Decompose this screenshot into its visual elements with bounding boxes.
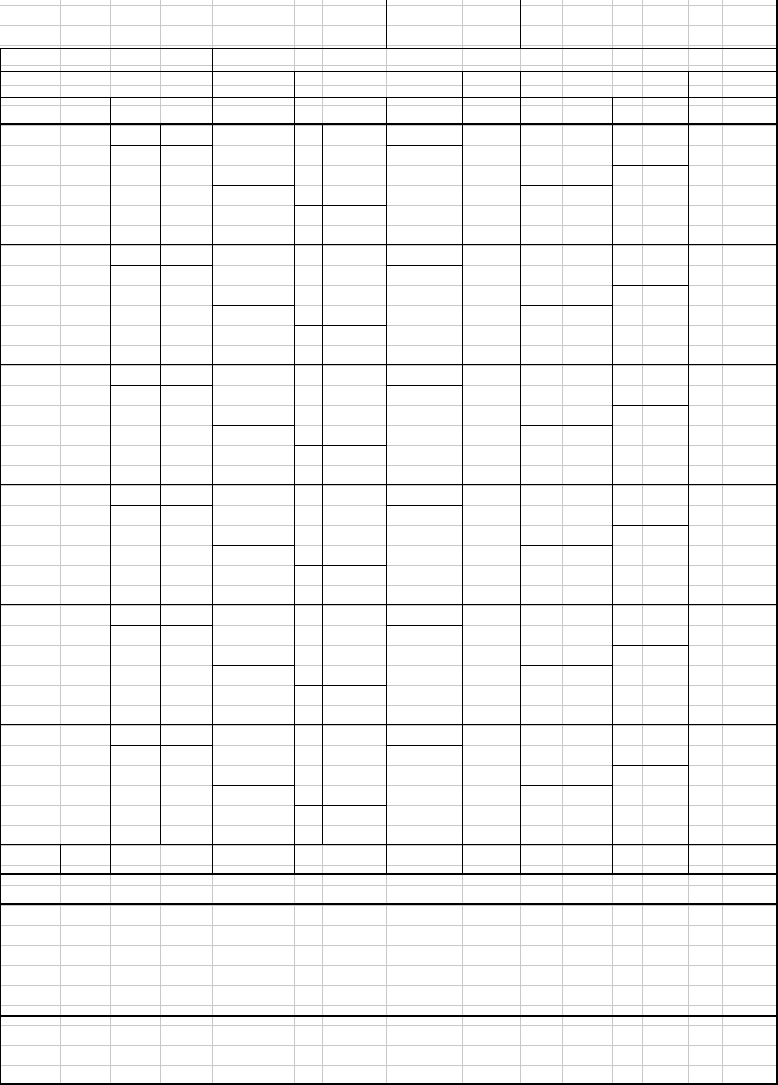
track-2 <box>462 445 520 465</box>
support-level <box>520 785 612 805</box>
border-line <box>612 405 688 406</box>
header-track <box>462 72 520 98</box>
grid-line <box>0 465 778 466</box>
grid-line <box>0 865 778 866</box>
second-support-value <box>296 968 386 1002</box>
border-line <box>520 72 521 873</box>
header-flip-short <box>294 98 386 124</box>
base-position <box>212 545 294 565</box>
pivot-note <box>386 485 462 505</box>
shake-value <box>112 906 164 928</box>
long-value <box>420 385 462 405</box>
border-line <box>688 72 689 873</box>
grid-line <box>562 0 563 1085</box>
border-line <box>386 745 462 746</box>
upper-bound-value <box>160 505 212 525</box>
border-line <box>612 845 613 873</box>
track-1 <box>462 265 520 285</box>
short-value <box>322 805 386 825</box>
resistance-level <box>612 285 688 305</box>
border-line <box>212 305 294 306</box>
border-line <box>612 165 688 166</box>
long-value <box>420 265 462 285</box>
resistance-level <box>612 265 688 285</box>
border-line <box>0 484 778 485</box>
ext-support <box>688 205 776 225</box>
pivot-note <box>386 365 462 385</box>
track-1 <box>462 145 520 165</box>
resistance-level <box>612 625 688 645</box>
grid-line <box>0 545 778 546</box>
resistance-level <box>612 125 688 145</box>
border-line <box>386 145 462 146</box>
border-line <box>110 745 212 746</box>
grid-line <box>0 585 778 586</box>
border-line <box>0 48 778 49</box>
short-value <box>322 685 386 705</box>
ext-support <box>688 825 776 845</box>
support-level <box>520 805 612 825</box>
ext-resistance <box>688 385 776 405</box>
border-line <box>612 645 688 646</box>
lower-bound-value <box>0 205 60 225</box>
support-level <box>520 205 612 225</box>
lower-bound-prefix <box>0 565 60 585</box>
footer-line <box>0 1040 700 1064</box>
support-level <box>520 225 612 245</box>
header-open <box>520 72 688 98</box>
ext-support <box>688 805 776 825</box>
header-lock <box>212 72 294 98</box>
grid-line <box>0 705 778 706</box>
ext-resistance <box>688 125 776 145</box>
header-lower <box>0 98 110 124</box>
ext-resistance <box>688 265 776 285</box>
grid-line <box>0 185 778 186</box>
short-bottom <box>294 825 386 845</box>
border-line <box>110 625 212 626</box>
header-cdp <box>0 72 212 98</box>
grid-line <box>0 665 778 666</box>
long-prefix <box>386 745 420 765</box>
grid-line <box>0 225 778 226</box>
border-line <box>212 425 294 426</box>
ext-resistance <box>688 485 776 505</box>
grid-line <box>0 445 778 446</box>
short-value <box>322 325 386 345</box>
border-line <box>520 545 612 546</box>
track-1 <box>462 505 520 525</box>
track-1 <box>462 745 520 765</box>
track-2 <box>462 805 520 825</box>
header-pivot <box>294 72 462 98</box>
resistance-level <box>612 365 688 385</box>
border-line <box>0 364 778 365</box>
first-pressure-label <box>386 930 464 962</box>
key-price-label-2 <box>520 964 730 988</box>
border-line <box>212 545 294 546</box>
ext-support <box>688 445 776 465</box>
border-line <box>0 71 778 72</box>
grid-line <box>0 685 778 686</box>
grid-line <box>0 565 778 566</box>
support-level <box>520 685 612 705</box>
short-prefix <box>294 805 322 825</box>
date-label <box>226 5 416 48</box>
border-line <box>294 445 386 446</box>
lower-bound-prefix <box>0 445 60 465</box>
upper-bound-value <box>160 745 212 765</box>
long-value <box>420 625 462 645</box>
border-line <box>0 873 778 875</box>
upper-bound-prefix <box>110 505 160 525</box>
border-line <box>612 285 688 286</box>
support-level <box>520 565 612 585</box>
short-prefix <box>294 325 322 345</box>
short-prefix <box>294 445 322 465</box>
zone-name <box>0 245 110 265</box>
ext-resistance <box>688 145 776 165</box>
lower-bound-prefix <box>0 685 60 705</box>
second-pressure-label <box>112 930 296 962</box>
zone-name <box>0 365 110 385</box>
border-line <box>212 185 294 186</box>
border-line <box>110 97 111 845</box>
key-price-value <box>722 924 778 956</box>
border-line <box>294 325 386 326</box>
border-line <box>520 0 521 48</box>
short-value <box>322 445 386 465</box>
border-line <box>60 845 61 873</box>
support-level <box>520 665 612 685</box>
pivot-note <box>386 125 462 145</box>
ext-support <box>688 225 776 245</box>
max-pressure-value <box>62 930 112 962</box>
footer-line <box>0 1017 700 1040</box>
support-level <box>520 445 612 465</box>
gate-lower-value <box>520 846 612 873</box>
grid-line <box>0 305 778 306</box>
grid-line <box>0 205 778 206</box>
resistance-level <box>612 605 688 625</box>
shake-value <box>166 906 226 928</box>
border-line <box>160 125 161 845</box>
gate-upper-value <box>60 846 110 873</box>
ext-resistance <box>688 725 776 745</box>
grid-line <box>0 425 778 426</box>
long-prefix <box>386 505 420 525</box>
support-level <box>520 185 612 205</box>
border-line <box>386 625 462 626</box>
pivot-note <box>386 245 462 265</box>
border-line <box>520 785 612 786</box>
border-line <box>0 724 778 725</box>
support-level <box>520 465 612 485</box>
border-line <box>612 765 688 766</box>
date-value <box>420 5 520 48</box>
base-position <box>212 305 294 325</box>
border-line <box>386 265 462 266</box>
pivot-note <box>386 605 462 625</box>
header-ext <box>688 72 776 98</box>
max-support-value <box>464 968 520 1002</box>
ext-support <box>688 345 776 365</box>
long-prefix <box>386 625 420 645</box>
border-line <box>110 505 212 506</box>
resistance-level <box>612 645 688 665</box>
border-line <box>612 525 688 526</box>
grid-line <box>0 805 778 806</box>
resistance-level <box>612 745 688 765</box>
border-line <box>294 805 386 806</box>
resistance-level <box>612 385 688 405</box>
grid-line <box>0 785 778 786</box>
support-level <box>520 325 612 345</box>
resistance-level <box>612 725 688 745</box>
border-line <box>110 845 111 873</box>
track-2 <box>462 205 520 225</box>
border-line <box>322 125 323 845</box>
ext-support <box>688 325 776 345</box>
border-line <box>0 48 1 1085</box>
ext-resistance <box>688 745 776 765</box>
resistance-level <box>612 765 688 785</box>
border-line <box>520 665 612 666</box>
support-level <box>520 705 612 725</box>
short-prefix <box>294 685 322 705</box>
base-position <box>212 785 294 805</box>
border-line <box>386 0 387 48</box>
border-line <box>520 305 612 306</box>
border-line <box>386 845 387 873</box>
shake-label <box>0 906 62 928</box>
border-line <box>520 185 612 186</box>
shake-value <box>62 906 112 928</box>
support-level <box>520 425 612 445</box>
border-line <box>0 123 778 125</box>
first-support-value <box>62 968 112 1002</box>
border-line <box>212 665 294 666</box>
zone-name <box>0 725 110 745</box>
border-line <box>294 565 386 566</box>
gate-upper-label <box>0 846 60 873</box>
base-position <box>212 185 294 205</box>
base-position <box>212 665 294 685</box>
resistance-level <box>612 405 688 425</box>
ext-resistance <box>688 505 776 525</box>
support-level <box>520 825 612 845</box>
max-support-label <box>386 968 464 1002</box>
lower-bound-suffix <box>60 205 110 225</box>
long-value <box>420 145 462 165</box>
short-value <box>322 205 386 225</box>
pivot-note <box>386 725 462 745</box>
header-ext2 <box>688 98 776 124</box>
border-line <box>0 604 778 605</box>
sheet-subtitle <box>2 49 152 71</box>
upper-bound-value <box>160 625 212 645</box>
border-line <box>0 244 778 245</box>
grid-line <box>0 345 778 346</box>
lower-bound-prefix <box>0 325 60 345</box>
header-base <box>212 98 294 124</box>
border-line <box>520 425 612 426</box>
ext-support <box>688 565 776 585</box>
border-line <box>212 785 294 786</box>
ext-resistance <box>688 365 776 385</box>
lower-bound-value <box>60 565 110 585</box>
border-line <box>294 72 295 873</box>
header-upper <box>110 98 212 124</box>
usage-note <box>0 876 700 900</box>
short-top <box>294 125 386 145</box>
resistance-level <box>612 505 688 525</box>
upper-bound-prefix <box>110 385 160 405</box>
support-level <box>520 585 612 605</box>
gate-lower-label <box>462 846 520 873</box>
border-line <box>386 97 387 845</box>
ext-resistance <box>688 605 776 625</box>
resistance-level <box>612 245 688 265</box>
shake-value <box>236 906 294 928</box>
track-1 <box>462 625 520 645</box>
support-level <box>520 545 612 565</box>
upper-bound-prefix <box>110 625 160 645</box>
border-line <box>0 844 778 845</box>
resistance-level <box>612 165 688 185</box>
upper-bound-prefix <box>110 265 160 285</box>
border-line <box>386 385 462 386</box>
long-bottom <box>386 825 462 845</box>
upper-bound-value <box>160 265 212 285</box>
grid-line <box>0 325 778 326</box>
sheet-title <box>2 5 202 48</box>
zone-name <box>0 485 110 505</box>
ext-support <box>688 685 776 705</box>
zone-name <box>0 125 110 145</box>
header-change <box>462 98 520 124</box>
short-prefix <box>294 205 322 225</box>
long-prefix <box>386 145 420 165</box>
border-line <box>462 72 463 873</box>
border-line <box>612 97 613 845</box>
max-pressure-label <box>0 930 62 962</box>
header-s3 <box>520 98 612 124</box>
track-2 <box>462 325 520 345</box>
second-support-label <box>112 968 296 1002</box>
shake-value <box>296 906 356 928</box>
resistance-level <box>612 485 688 505</box>
border-line <box>110 145 212 146</box>
lower-bound-value <box>60 325 110 345</box>
ext-support <box>688 585 776 605</box>
track-2 <box>462 685 520 705</box>
short-value <box>322 565 386 585</box>
lower-bound-value <box>60 685 110 705</box>
support-level <box>520 345 612 365</box>
border-line <box>0 97 778 98</box>
ext-resistance <box>688 625 776 645</box>
border-line <box>0 1015 778 1017</box>
long-prefix <box>386 265 420 285</box>
second-pressure-value <box>296 930 386 962</box>
first-support-label <box>0 968 62 1002</box>
long-value <box>420 505 462 525</box>
border-line <box>110 265 212 266</box>
support-level <box>520 305 612 325</box>
grid-line <box>0 845 778 846</box>
border-line <box>294 205 386 206</box>
gate-mid-label <box>212 846 294 873</box>
border-line <box>110 385 212 386</box>
short-prefix <box>294 565 322 585</box>
border-line <box>212 48 213 873</box>
long-prefix <box>386 385 420 405</box>
zone-name <box>0 605 110 625</box>
base-position <box>212 425 294 445</box>
gate-mid-value <box>294 846 386 873</box>
border-line <box>0 903 778 905</box>
ext-support <box>688 465 776 485</box>
resistance-level <box>612 525 688 545</box>
border-line <box>294 685 386 686</box>
upper-bound-value <box>160 385 212 405</box>
footer-line <box>0 1064 700 1084</box>
upper-bound-prefix <box>110 745 160 765</box>
border-line <box>386 505 462 506</box>
grid-line <box>0 1005 778 1006</box>
header-r3 <box>612 98 688 124</box>
lower-bound-value <box>60 445 110 465</box>
track-2 <box>462 565 520 585</box>
long-value <box>420 745 462 765</box>
header-flip-long <box>386 98 462 124</box>
track-1 <box>462 385 520 405</box>
first-pressure-value <box>464 930 520 962</box>
resistance-level <box>612 145 688 165</box>
